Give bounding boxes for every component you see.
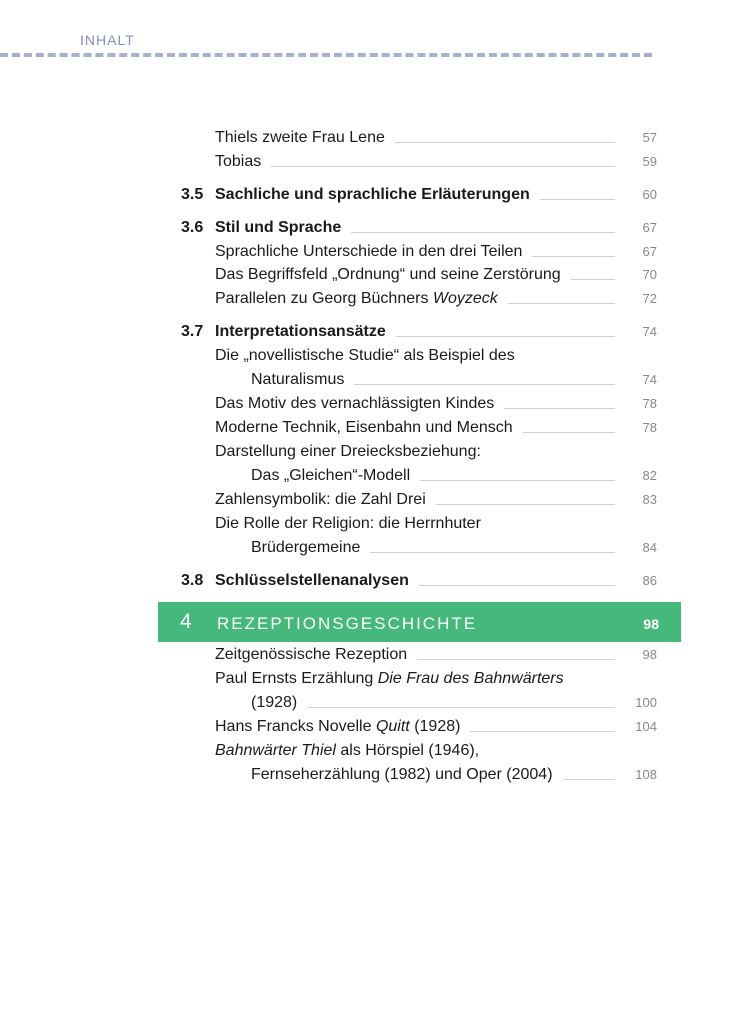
page-number: 82 <box>642 468 657 483</box>
entry-title: Das Begriffsfeld „Ordnung“ und seine Zerstörung <box>215 266 561 283</box>
section-title: Interpretationsansätze <box>215 323 386 340</box>
leader-line <box>354 384 615 385</box>
entry-title: Fernseherzählung (1982) und Oper (2004) <box>251 766 553 783</box>
toc-entry-thiels-zweite-frau-lene[interactable] <box>0 127 737 149</box>
page-number: 74 <box>642 372 657 387</box>
toc-entry-religion-line1[interactable]: Die Rolle der Religion: die Herrnhuter <box>215 515 481 532</box>
page-number: 72 <box>642 291 657 306</box>
leader-line <box>396 336 615 337</box>
entry-title: Zahlensymbolik: die Zahl Drei <box>215 491 426 508</box>
section-number: 3.5 <box>181 186 204 203</box>
toc-entry-zahlensymbolik[interactable] <box>0 489 737 511</box>
page-number: 104 <box>635 719 657 734</box>
toc-entry-motiv-kindes[interactable] <box>0 393 737 415</box>
entry-title: Das „Gleichen“-Modell <box>251 467 411 484</box>
leader-line <box>307 707 615 708</box>
entry-title-text: Parallelen zu Georg Büchners <box>215 290 433 307</box>
entry-title: Brüdergemeine <box>251 539 361 556</box>
leader-line <box>540 199 615 200</box>
toc-entry-bahnwaerter-thiel-line2[interactable] <box>0 764 737 786</box>
toc-entry-hans-franck-quitt[interactable] <box>0 716 737 738</box>
leader-line <box>523 432 615 433</box>
entry-title <box>215 716 460 738</box>
leader-line <box>504 408 615 409</box>
toc-section-3-8[interactable] <box>0 570 737 592</box>
page-number: 86 <box>642 573 657 588</box>
entry-title: Moderne Technik, Eisenbahn und Mensch <box>215 419 513 436</box>
entry-title-italic: Bahnwärter Thiel <box>215 742 336 759</box>
leader-line <box>351 232 615 233</box>
section-number: 3.8 <box>181 572 204 589</box>
page-number: 57 <box>642 130 657 145</box>
header-label: INHALT <box>80 32 135 48</box>
chapter-4-banner[interactable] <box>158 602 681 642</box>
entry-title-text: als Hörspiel (1946), <box>335 742 480 759</box>
page-number: 98 <box>642 647 657 662</box>
page-number: 78 <box>642 420 657 435</box>
leader-line <box>563 779 615 780</box>
leader-line <box>571 279 615 280</box>
entry-title: Zeitgenössische Rezeption <box>215 646 408 663</box>
leader-line <box>532 256 615 257</box>
entry-title: Thiels zweite Frau Lene <box>215 129 385 146</box>
leader-line <box>420 480 615 481</box>
leader-line <box>417 659 615 660</box>
page-number: 67 <box>642 220 657 235</box>
page-number: 74 <box>642 324 657 339</box>
entry-title: Tobias <box>215 153 262 170</box>
toc-entry-sprachliche-unterschiede[interactable] <box>0 241 737 263</box>
leader-line <box>470 731 615 732</box>
page-number: 70 <box>642 267 657 282</box>
section-number: 3.7 <box>181 323 204 340</box>
entry-title-text: (1928) <box>409 718 461 735</box>
entry-title <box>215 288 498 310</box>
toc-entry-bahnwaerter-thiel-line1[interactable] <box>215 740 479 762</box>
entry-title-italic: Woyzeck <box>432 290 498 307</box>
toc-entry-dreiecksbeziehung-line2[interactable] <box>0 465 737 487</box>
toc-entry-paul-ernst-line2[interactable] <box>0 692 737 714</box>
entry-title-italic: Quitt <box>375 718 410 735</box>
chapter-title: REZEPTIONSGESCHICHTE <box>217 614 478 633</box>
toc-entry-tobias[interactable] <box>0 151 737 173</box>
leader-line <box>436 504 615 505</box>
chapter-number: 4 <box>180 610 192 633</box>
toc-entry-parallelen-woyzeck[interactable] <box>0 288 737 310</box>
page-number: 83 <box>642 492 657 507</box>
leader-line <box>395 142 615 143</box>
leader-line <box>508 303 615 304</box>
section-title: Schlüsselstellenanalysen <box>215 572 409 589</box>
leader-line <box>419 585 615 586</box>
entry-title: Sprachliche Unterschiede in den drei Teilen <box>215 243 523 260</box>
page-number: 59 <box>642 154 657 169</box>
entry-title: Naturalismus <box>251 371 345 388</box>
section-number: 3.6 <box>181 219 204 236</box>
toc-section-3-6[interactable] <box>0 217 737 239</box>
header-dashed-rule <box>0 53 652 57</box>
page-number: 78 <box>642 396 657 411</box>
toc-entry-begriffsfeld-ordnung[interactable] <box>0 264 737 286</box>
section-title: Stil und Sprache <box>215 219 342 236</box>
leader-line <box>370 552 615 553</box>
toc-entry-paul-ernst-line1[interactable] <box>215 668 564 690</box>
toc-section-3-7[interactable] <box>0 321 737 343</box>
toc-entry-novellistische-studie-line1[interactable]: Die „novellistische Studie“ als Beispiel des <box>215 347 515 364</box>
toc-entry-novellistische-studie-line2[interactable] <box>0 369 737 391</box>
toc-entry-zeitgenoessische-rezeption[interactable] <box>0 644 737 666</box>
toc-entry-religion-line2[interactable] <box>0 537 737 559</box>
entry-title-italic: Die Frau des Bahnwärters <box>377 670 564 687</box>
entry-title: (1928) <box>251 694 298 711</box>
entry-title-text: Paul Ernsts Erzählung <box>215 670 378 687</box>
leader-line <box>271 166 615 167</box>
page-number: 60 <box>642 187 657 202</box>
section-title: Sachliche und sprachliche Erläuterungen <box>215 186 530 203</box>
page-number: 67 <box>642 244 657 259</box>
page-number: 100 <box>635 695 657 710</box>
page-number: 108 <box>635 767 657 782</box>
entry-title-text: Hans Francks Novelle <box>215 718 376 735</box>
toc-section-3-5[interactable] <box>0 184 737 206</box>
toc-entry-moderne-technik[interactable] <box>0 417 737 439</box>
page-number: 84 <box>642 540 657 555</box>
chapter-page-number: 98 <box>643 616 659 632</box>
entry-title: Das Motiv des vernachlässigten Kindes <box>215 395 495 412</box>
toc-entry-dreiecksbeziehung-line1[interactable]: Darstellung einer Dreiecksbeziehung: <box>215 443 481 460</box>
